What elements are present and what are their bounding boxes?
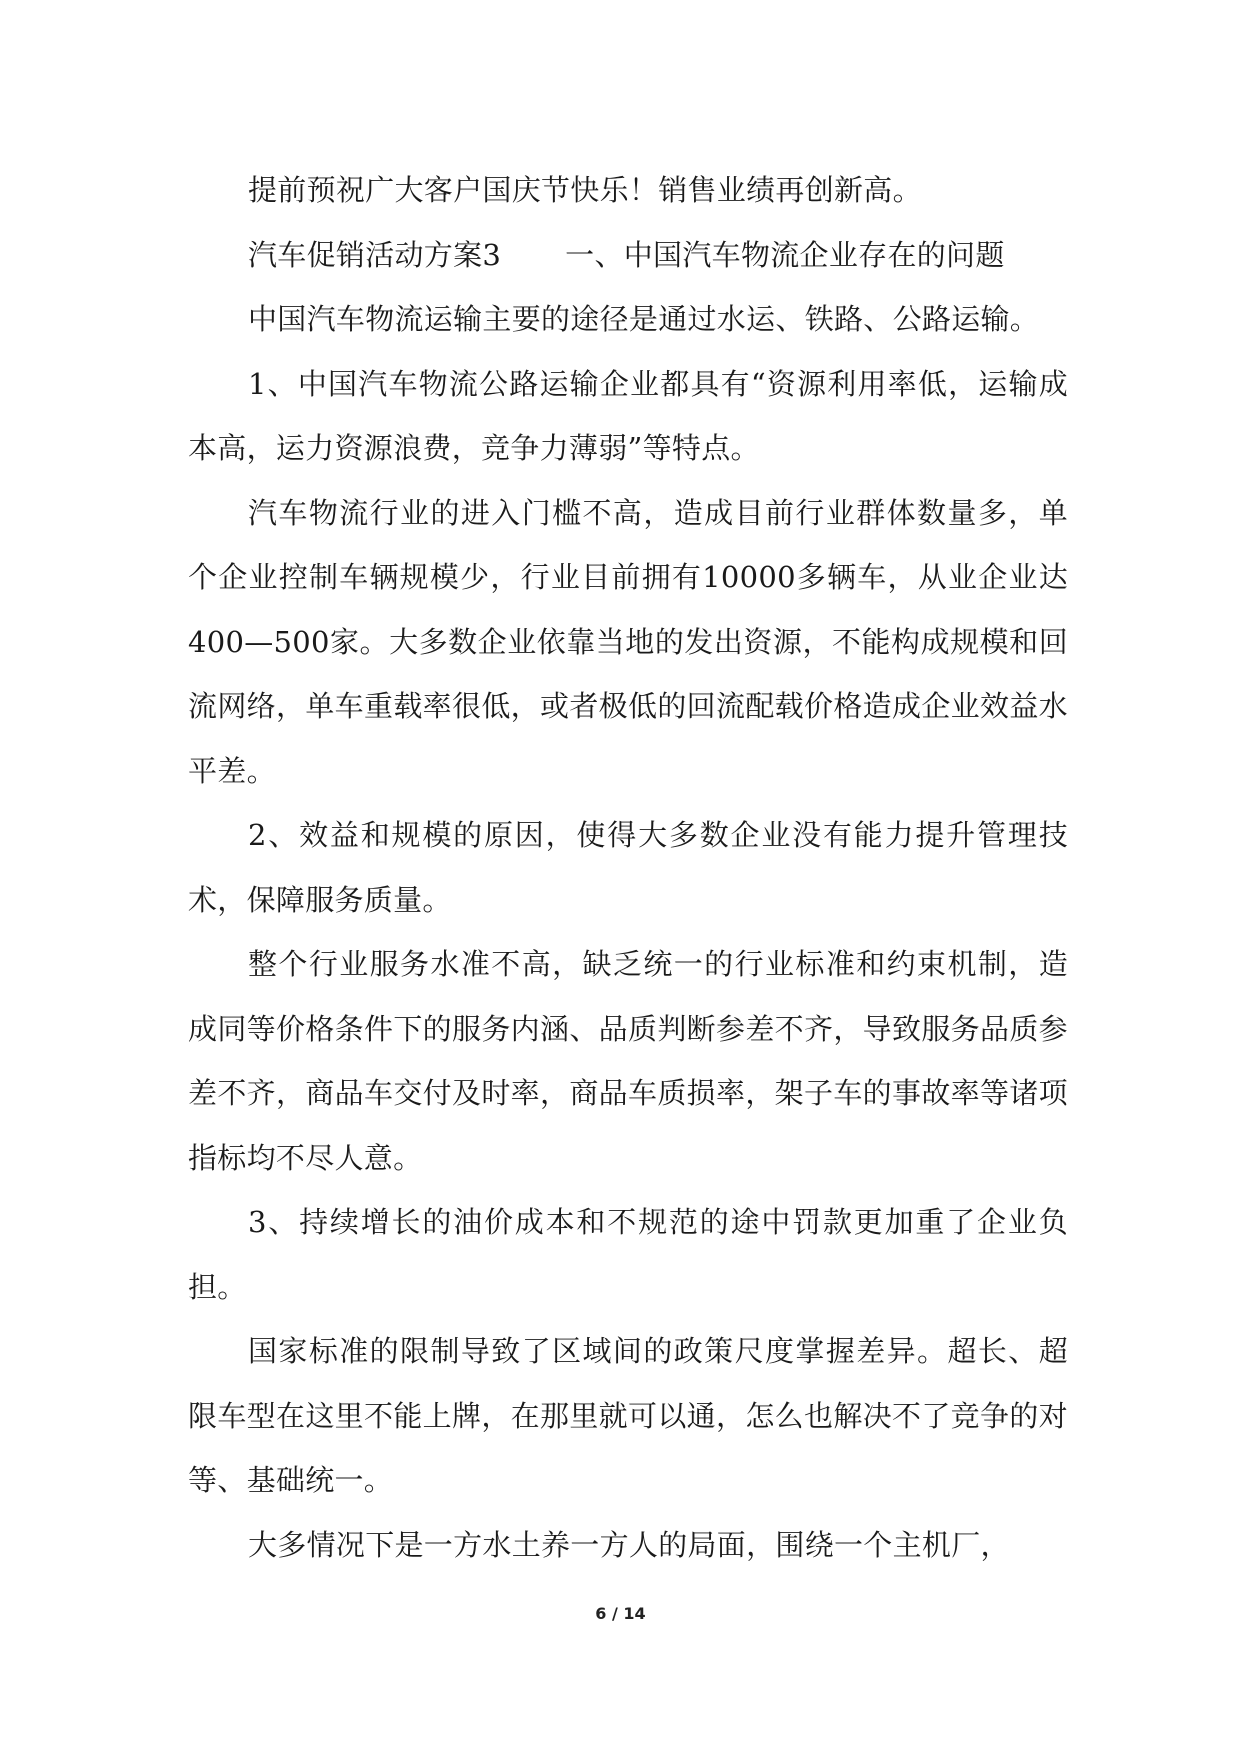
paragraph-point-1: 1、中国汽车物流公路运输企业都具有“资源利用率低，运输成本高，运力资源浪费，竞争力薄弱”等特点。 bbox=[188, 366, 1068, 465]
paragraph-point-1-detail: 汽车物流行业的进入门槛不高，造成目前行业群体数量多，单个企业控制车辆规模少，行业目前拥有10000多辆车，从业企业达400—500家。大多数企业依靠当地的发出资源，不能构成规模和回流网络，单车重载率很低，或者极低的回流配载价格造成企业效益水平差。 bbox=[188, 495, 1068, 788]
plan-title: 汽车促销活动方案3 bbox=[248, 237, 502, 272]
paragraph-closing: 大多情况下是一方水土养一方人的局面，围绕一个主机厂， bbox=[248, 1527, 1010, 1562]
page-number: 6 / 14 bbox=[595, 1604, 646, 1623]
paragraph-point-2: 2、效益和规模的原因，使得大多数企业没有能力提升管理技术，保障服务质量。 bbox=[188, 818, 1068, 917]
section-heading: 一、中国汽车物流企业存在的问题 bbox=[565, 237, 1005, 272]
paragraph-point-3-detail: 国家标准的限制导致了区域间的政策尺度掌握差异。超长、超限车型在这里不能上牌，在那里就可以通，怎么也解决不了竞争的对等、基础统一。 bbox=[188, 1334, 1068, 1497]
paragraph-point-2-detail: 整个行业服务水准不高，缺乏统一的行业标准和约束机制，造成同等价格条件下的服务内涵、品质判断参差不齐，导致服务品质参差不齐，商品车交付及时率，商品车质损率，架子车的事故率等诸项指标均不尽人意。 bbox=[188, 947, 1068, 1175]
document-body bbox=[188, 158, 1068, 1577]
paragraph-point-3: 3、持续增长的油价成本和不规范的途中罚款更加重了企业负担。 bbox=[188, 1205, 1068, 1304]
paragraph-plan-heading bbox=[188, 223, 1068, 288]
paragraph-intro: 中国汽车物流运输主要的途径是通过水运、铁路、公路运输。 bbox=[248, 302, 1040, 336]
paragraph-greeting: 提前预祝广大客户国庆节快乐！销售业绩再创新高。 bbox=[248, 173, 922, 207]
